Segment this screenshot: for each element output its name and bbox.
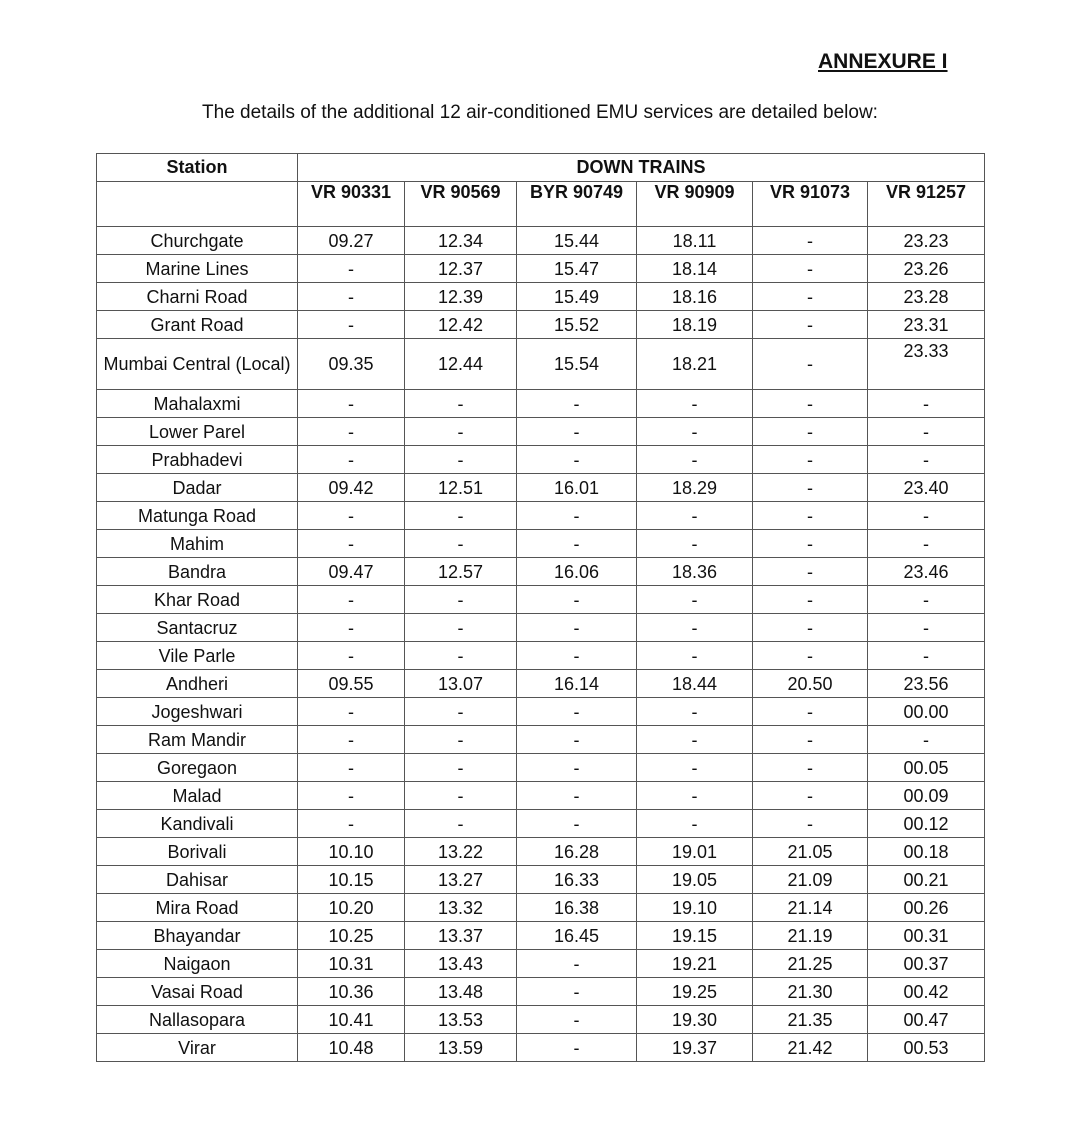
time-cell: -: [753, 698, 868, 726]
time-cell: -: [868, 614, 985, 642]
station-name: Marine Lines: [97, 255, 298, 283]
station-header-blank: [97, 182, 298, 227]
time-cell: 12.51: [405, 474, 517, 502]
time-cell: -: [637, 782, 753, 810]
time-cell: -: [405, 530, 517, 558]
time-cell: -: [637, 642, 753, 670]
table-row: [97, 418, 985, 446]
down-trains-header: DOWN TRAINS: [298, 154, 985, 182]
time-cell: 13.22: [405, 838, 517, 866]
time-cell: 13.48: [405, 978, 517, 1006]
table-row: [97, 227, 985, 255]
time-cell: 19.37: [637, 1034, 753, 1062]
time-cell: -: [753, 558, 868, 586]
time-cell: 10.20: [298, 894, 405, 922]
table-row: [97, 838, 985, 866]
time-cell: -: [517, 754, 637, 782]
train-header: VR 91073: [753, 182, 868, 227]
table-row: [97, 614, 985, 642]
table-row: [97, 586, 985, 614]
station-name: Nallasopara: [97, 1006, 298, 1034]
time-cell: 12.37: [405, 255, 517, 283]
table-row: [97, 782, 985, 810]
time-cell: 21.14: [753, 894, 868, 922]
time-cell: -: [517, 642, 637, 670]
time-cell: -: [405, 782, 517, 810]
time-cell: 21.30: [753, 978, 868, 1006]
time-cell: 10.25: [298, 922, 405, 950]
time-cell: -: [517, 418, 637, 446]
time-cell: 21.25: [753, 950, 868, 978]
time-cell: -: [405, 614, 517, 642]
time-cell: -: [517, 502, 637, 530]
time-cell: -: [517, 950, 637, 978]
time-cell: -: [517, 1006, 637, 1034]
time-cell: 20.50: [753, 670, 868, 698]
time-cell: 12.42: [405, 311, 517, 339]
time-cell: -: [753, 586, 868, 614]
time-cell: 23.26: [868, 255, 985, 283]
time-cell: 23.28: [868, 283, 985, 311]
time-cell: -: [637, 698, 753, 726]
time-cell: 00.37: [868, 950, 985, 978]
time-cell: -: [517, 698, 637, 726]
time-cell: -: [637, 586, 753, 614]
time-cell: -: [517, 1034, 637, 1062]
station-name: Lower Parel: [97, 418, 298, 446]
time-cell: 18.11: [637, 227, 753, 255]
table-row: [97, 474, 985, 502]
table-row: [97, 670, 985, 698]
time-cell: -: [298, 255, 405, 283]
time-cell: 13.07: [405, 670, 517, 698]
time-cell: -: [298, 754, 405, 782]
time-cell: 10.36: [298, 978, 405, 1006]
time-cell: 15.47: [517, 255, 637, 283]
time-cell: -: [753, 283, 868, 311]
time-cell: 09.35: [298, 339, 405, 390]
time-cell: -: [637, 614, 753, 642]
time-cell: -: [517, 446, 637, 474]
time-cell: 10.31: [298, 950, 405, 978]
station-name: Andheri: [97, 670, 298, 698]
time-cell: -: [753, 474, 868, 502]
time-cell: 00.18: [868, 838, 985, 866]
table-row: [97, 558, 985, 586]
time-cell: -: [517, 726, 637, 754]
time-cell: 16.33: [517, 866, 637, 894]
time-cell: -: [753, 227, 868, 255]
table-row: [97, 255, 985, 283]
time-cell: 10.48: [298, 1034, 405, 1062]
time-cell: -: [298, 642, 405, 670]
time-cell: -: [517, 390, 637, 418]
time-cell: 09.47: [298, 558, 405, 586]
time-cell: 13.59: [405, 1034, 517, 1062]
time-cell: 23.31: [868, 311, 985, 339]
time-cell: 12.39: [405, 283, 517, 311]
station-name: Dadar: [97, 474, 298, 502]
time-cell: -: [753, 311, 868, 339]
time-cell: 10.10: [298, 838, 405, 866]
table-row: [97, 754, 985, 782]
table-row: [97, 642, 985, 670]
time-cell: -: [753, 754, 868, 782]
time-cell: 18.44: [637, 670, 753, 698]
train-header: BYR 90749: [517, 182, 637, 227]
time-cell: -: [517, 614, 637, 642]
time-cell: 00.42: [868, 978, 985, 1006]
time-cell: 16.01: [517, 474, 637, 502]
time-cell: -: [405, 586, 517, 614]
table-row: [97, 390, 985, 418]
station-name: Matunga Road: [97, 502, 298, 530]
table-row: [97, 894, 985, 922]
station-name: Prabhadevi: [97, 446, 298, 474]
time-cell: -: [753, 339, 868, 390]
time-cell: 09.27: [298, 227, 405, 255]
time-cell: -: [637, 418, 753, 446]
annexure-title: ANNEXURE I: [818, 50, 948, 73]
table-row: [97, 726, 985, 754]
station-name: Borivali: [97, 838, 298, 866]
time-cell: 13.37: [405, 922, 517, 950]
train-header: VR 90569: [405, 182, 517, 227]
table-row: [97, 950, 985, 978]
time-cell: -: [868, 530, 985, 558]
intro-text: The details of the additional 12 air-conditioned EMU services are detailed below:: [202, 102, 878, 123]
time-cell: 16.45: [517, 922, 637, 950]
time-cell: 19.25: [637, 978, 753, 1006]
station-name: Kandivali: [97, 810, 298, 838]
station-name: Mahalaxmi: [97, 390, 298, 418]
time-cell: -: [298, 614, 405, 642]
time-cell: 21.09: [753, 866, 868, 894]
station-name: Bhayandar: [97, 922, 298, 950]
time-cell: 09.42: [298, 474, 405, 502]
time-cell: 00.31: [868, 922, 985, 950]
time-cell: -: [637, 446, 753, 474]
time-cell: -: [298, 311, 405, 339]
time-cell: 12.44: [405, 339, 517, 390]
time-cell: -: [868, 586, 985, 614]
station-name: Virar: [97, 1034, 298, 1062]
time-cell: 13.43: [405, 950, 517, 978]
time-cell: -: [405, 754, 517, 782]
time-cell: -: [298, 446, 405, 474]
table-row: [97, 502, 985, 530]
time-cell: 18.36: [637, 558, 753, 586]
time-cell: -: [298, 390, 405, 418]
table-row: [97, 1006, 985, 1034]
time-cell: 21.42: [753, 1034, 868, 1062]
time-cell: 00.53: [868, 1034, 985, 1062]
table-row: [97, 530, 985, 558]
time-cell: 13.27: [405, 866, 517, 894]
station-name: Bandra: [97, 558, 298, 586]
time-cell: 15.54: [517, 339, 637, 390]
time-cell: -: [868, 726, 985, 754]
station-name: Vasai Road: [97, 978, 298, 1006]
table-row: [97, 866, 985, 894]
time-cell: -: [753, 614, 868, 642]
train-header: VR 91257: [868, 182, 985, 227]
header-row-group: [97, 154, 985, 182]
time-cell: -: [298, 586, 405, 614]
table-row: [97, 446, 985, 474]
time-cell: 21.05: [753, 838, 868, 866]
station-name: Khar Road: [97, 586, 298, 614]
time-cell: -: [517, 586, 637, 614]
time-cell: -: [753, 782, 868, 810]
train-header: VR 90909: [637, 182, 753, 227]
time-cell: -: [637, 390, 753, 418]
time-cell: -: [753, 530, 868, 558]
time-cell: 19.01: [637, 838, 753, 866]
time-cell: -: [753, 390, 868, 418]
table-row: [97, 1034, 985, 1062]
table-row: [97, 922, 985, 950]
time-cell: 13.32: [405, 894, 517, 922]
time-cell: 18.14: [637, 255, 753, 283]
time-cell: -: [405, 418, 517, 446]
station-name: Mumbai Central (Local): [97, 339, 298, 390]
station-name: Dahisar: [97, 866, 298, 894]
station-name: Goregaon: [97, 754, 298, 782]
timetable-body: [97, 227, 985, 1062]
time-cell: 15.49: [517, 283, 637, 311]
station-name: Malad: [97, 782, 298, 810]
time-cell: -: [637, 754, 753, 782]
time-cell: -: [405, 810, 517, 838]
time-cell: -: [753, 810, 868, 838]
station-name: Naigaon: [97, 950, 298, 978]
time-cell: 13.53: [405, 1006, 517, 1034]
table-row: [97, 283, 985, 311]
time-cell: 16.28: [517, 838, 637, 866]
time-cell: -: [637, 502, 753, 530]
time-cell: -: [405, 726, 517, 754]
time-cell: 00.21: [868, 866, 985, 894]
table-row: [97, 311, 985, 339]
time-cell: 10.41: [298, 1006, 405, 1034]
time-cell: 16.06: [517, 558, 637, 586]
time-cell: 00.05: [868, 754, 985, 782]
table-row: [97, 978, 985, 1006]
time-cell: -: [753, 726, 868, 754]
time-cell: -: [298, 283, 405, 311]
time-cell: -: [405, 390, 517, 418]
time-cell: 00.00: [868, 698, 985, 726]
time-cell: -: [517, 530, 637, 558]
station-name: Ram Mandir: [97, 726, 298, 754]
time-cell: -: [405, 698, 517, 726]
time-cell: 10.15: [298, 866, 405, 894]
table-row: [97, 698, 985, 726]
station-name: Charni Road: [97, 283, 298, 311]
time-cell: -: [405, 642, 517, 670]
station-header: Station: [97, 154, 298, 182]
time-cell: 16.14: [517, 670, 637, 698]
time-cell: -: [298, 726, 405, 754]
time-cell: 19.21: [637, 950, 753, 978]
station-name: Vile Parle: [97, 642, 298, 670]
time-cell: -: [298, 530, 405, 558]
time-cell: 15.44: [517, 227, 637, 255]
time-cell: -: [868, 502, 985, 530]
time-cell: 21.35: [753, 1006, 868, 1034]
time-cell: -: [517, 978, 637, 1006]
time-cell: -: [298, 418, 405, 446]
time-cell: 00.12: [868, 810, 985, 838]
time-cell: -: [753, 502, 868, 530]
station-name: Santacruz: [97, 614, 298, 642]
time-cell: -: [868, 446, 985, 474]
station-name: Jogeshwari: [97, 698, 298, 726]
time-cell: -: [637, 726, 753, 754]
time-cell: 00.47: [868, 1006, 985, 1034]
time-cell: 23.46: [868, 558, 985, 586]
time-cell: 18.19: [637, 311, 753, 339]
time-cell: 23.33: [868, 339, 985, 390]
time-cell: 23.56: [868, 670, 985, 698]
time-cell: -: [637, 810, 753, 838]
station-name: Grant Road: [97, 311, 298, 339]
time-cell: -: [298, 810, 405, 838]
time-cell: 19.15: [637, 922, 753, 950]
time-cell: -: [753, 642, 868, 670]
time-cell: -: [868, 418, 985, 446]
time-cell: -: [753, 418, 868, 446]
time-cell: -: [298, 782, 405, 810]
time-cell: 15.52: [517, 311, 637, 339]
time-cell: -: [753, 446, 868, 474]
time-cell: -: [637, 530, 753, 558]
train-header: VR 90331: [298, 182, 405, 227]
time-cell: -: [753, 255, 868, 283]
time-cell: 18.29: [637, 474, 753, 502]
time-cell: 23.23: [868, 227, 985, 255]
time-cell: 19.10: [637, 894, 753, 922]
station-name: Churchgate: [97, 227, 298, 255]
time-cell: 23.40: [868, 474, 985, 502]
time-cell: 19.30: [637, 1006, 753, 1034]
time-cell: 18.16: [637, 283, 753, 311]
time-cell: -: [868, 390, 985, 418]
station-name: Mahim: [97, 530, 298, 558]
time-cell: 19.05: [637, 866, 753, 894]
time-cell: 09.55: [298, 670, 405, 698]
time-cell: -: [405, 502, 517, 530]
time-cell: 00.26: [868, 894, 985, 922]
time-cell: 00.09: [868, 782, 985, 810]
time-cell: -: [868, 642, 985, 670]
header-row-trains: [97, 182, 985, 227]
table-row: [97, 810, 985, 838]
time-cell: -: [517, 810, 637, 838]
time-cell: 12.34: [405, 227, 517, 255]
timetable: [96, 153, 985, 1062]
table-row: [97, 339, 985, 390]
time-cell: -: [298, 698, 405, 726]
time-cell: -: [298, 502, 405, 530]
time-cell: 18.21: [637, 339, 753, 390]
time-cell: 21.19: [753, 922, 868, 950]
station-name: Mira Road: [97, 894, 298, 922]
time-cell: -: [517, 782, 637, 810]
time-cell: 16.38: [517, 894, 637, 922]
time-cell: 12.57: [405, 558, 517, 586]
time-cell: -: [405, 446, 517, 474]
